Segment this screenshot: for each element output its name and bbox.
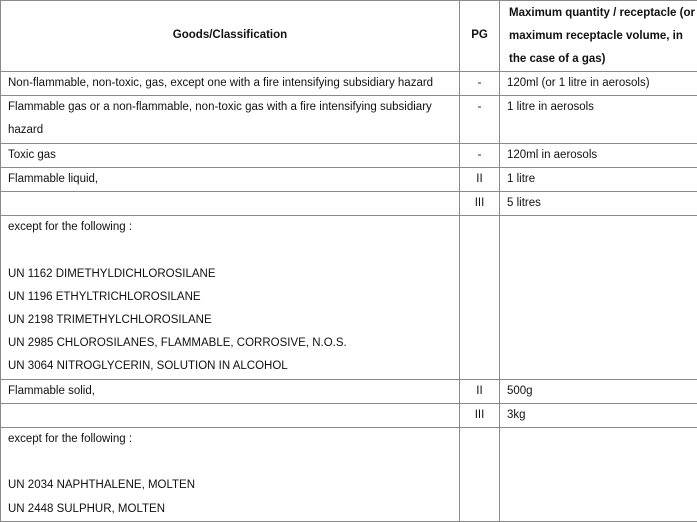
table-row [1, 403, 697, 427]
table-row [1, 192, 697, 216]
quantity-cell [500, 428, 697, 522]
pg-cell: - [460, 143, 500, 167]
liquid-exceptions-cell [1, 216, 460, 379]
goods-cell: Flammable solid, [1, 379, 460, 403]
pg-cell [460, 428, 500, 522]
quantity-cell: 1 litre in aerosols [500, 96, 697, 143]
exception-item: UN 1196 ETHYLTRICHLOROSILANE [8, 290, 201, 303]
table-row [1, 72, 697, 96]
solid-exceptions-row [1, 428, 697, 522]
goods-cell: Flammable liquid, [1, 167, 460, 191]
quantity-cell: 500g [500, 379, 697, 403]
header-packing-group: PG [460, 1, 500, 72]
exception-item: UN 2985 CHLOROSILANES, FLAMMABLE, CORROSIVE, N.O.S. [8, 337, 347, 350]
liquid-exceptions-row [1, 216, 697, 379]
header-max-quantity: Maximum quantity / receptacle (or maximum receptacle volume, in the case of a gas) [500, 1, 697, 72]
exception-item: UN 3064 NITROGLYCERIN, SOLUTION IN ALCOHOL [8, 360, 288, 373]
pg-cell: - [460, 96, 500, 143]
pg-cell: II [460, 379, 500, 403]
quantity-cell [500, 216, 697, 379]
pg-cell: - [460, 72, 500, 96]
quantity-cell: 3kg [500, 403, 697, 427]
goods-cell: Non-flammable, non-toxic, gas, except one with a fire intensifying subsidiary hazard [1, 72, 460, 96]
exception-item: UN 1162 DIMETHYLDICHLOROSILANE [8, 267, 216, 280]
goods-cell: Toxic gas [1, 143, 460, 167]
exception-item: UN 2448 SULPHUR, MOLTEN [8, 502, 165, 515]
table-row [1, 167, 697, 191]
quantity-cell: 5 litres [500, 192, 697, 216]
quantity-cell: 120ml (or 1 litre in aerosols) [500, 72, 697, 96]
quantity-cell: 120ml in aerosols [500, 143, 697, 167]
pg-cell: II [460, 167, 500, 191]
quantity-cell: 1 litre [500, 167, 697, 191]
table-row [1, 379, 697, 403]
pg-cell: III [460, 192, 500, 216]
table-row [1, 143, 697, 167]
table-header-row [1, 1, 697, 72]
exceptions-intro: except for the following : [8, 433, 133, 446]
solid-exceptions-cell [1, 428, 460, 522]
exception-item: UN 2198 TRIMETHYLCHLOROSILANE [8, 314, 212, 327]
goods-cell: Flammable gas or a non-flammable, non-toxic gas with a fire intensifying subsidiary hazard [1, 96, 460, 143]
pg-cell [460, 216, 500, 379]
goods-cell [1, 192, 460, 216]
spacer [8, 239, 459, 262]
header-goods-classification: Goods/Classification [1, 1, 460, 72]
exceptions-intro: except for the following : [8, 221, 133, 234]
spacer [8, 451, 459, 474]
goods-cell [1, 403, 460, 427]
exception-item: UN 2034 NAPHTHALENE, MOLTEN [8, 479, 196, 492]
table-row [1, 96, 697, 143]
pg-cell: III [460, 403, 500, 427]
